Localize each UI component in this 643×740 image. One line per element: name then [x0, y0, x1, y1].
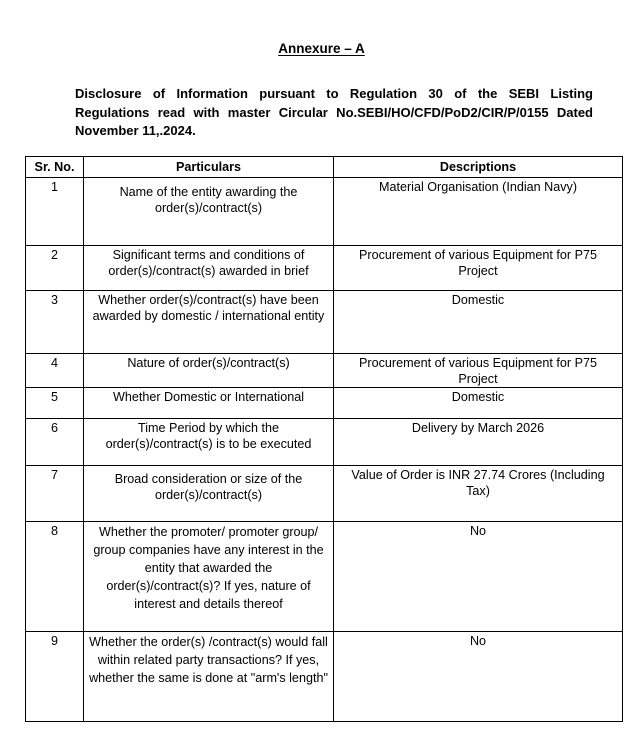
- row-particular: Whether order(s)/contract(s) have been awarded by domestic / international entity: [84, 291, 334, 354]
- row-description: No: [334, 632, 623, 722]
- row-description: Procurement of various Equipment for P75 Project: [334, 246, 623, 291]
- row-sr-no: 8: [26, 522, 84, 632]
- row-description: Domestic: [334, 388, 623, 419]
- row-particular: Whether the order(s) /contract(s) would fall within related party transactions? If yes, whether the same is done at "arm's length": [84, 632, 334, 722]
- table-row: [26, 419, 623, 466]
- row-description: Procurement of various Equipment for P75 Project: [334, 354, 623, 388]
- header-sr-no: Sr. No.: [26, 157, 84, 178]
- row-sr-no: 6: [26, 419, 84, 466]
- row-sr-no: 9: [26, 632, 84, 722]
- annexure-title: Annexure – A: [278, 41, 365, 56]
- table-row: [26, 354, 623, 388]
- row-particular: Broad consideration or size of the order(s)/contract(s): [84, 466, 334, 522]
- row-sr-no: 5: [26, 388, 84, 419]
- disclosure-table: [25, 156, 623, 722]
- row-particular: Name of the entity awarding the order(s)/contract(s): [84, 178, 334, 246]
- row-sr-no: 1: [26, 178, 84, 246]
- table-row: [26, 246, 623, 291]
- table-row: [26, 522, 623, 632]
- disclosure-intro: Disclosure of Information pursuant to Regulation 30 of the SEBI Listing Regulations read with master Circular No.SEBI/HO/CFD/PoD2/CIR/P/0155 Dated November 11,.2024.: [75, 86, 593, 138]
- row-particular: Nature of order(s)/contract(s): [84, 354, 334, 388]
- row-sr-no: 4: [26, 354, 84, 388]
- row-description: Delivery by March 2026: [334, 419, 623, 466]
- row-particular: Time Period by which the order(s)/contract(s) is to be executed: [84, 419, 334, 466]
- row-description: Material Organisation (Indian Navy): [334, 178, 623, 246]
- row-description: Domestic: [334, 291, 623, 354]
- header-particulars: Particulars: [84, 157, 334, 178]
- row-description: Value of Order is INR 27.74 Crores (Including Tax): [334, 466, 623, 522]
- table-row: [26, 388, 623, 419]
- table-header-row: [26, 157, 623, 178]
- header-descriptions: Descriptions: [334, 157, 623, 178]
- row-sr-no: 2: [26, 246, 84, 291]
- row-sr-no: 3: [26, 291, 84, 354]
- row-particular: Significant terms and conditions of order(s)/contract(s) awarded in brief: [84, 246, 334, 291]
- row-particular: Whether Domestic or International: [84, 388, 334, 419]
- table-row: [26, 291, 623, 354]
- table-row: [26, 178, 623, 246]
- row-sr-no: 7: [26, 466, 84, 522]
- table-row: [26, 632, 623, 722]
- row-particular: Whether the promoter/ promoter group/ group companies have any interest in the entity that awarded the order(s)/contract(s)? If yes, nature of interest and details thereof: [84, 522, 334, 632]
- row-description: No: [334, 522, 623, 632]
- table-row: [26, 466, 623, 522]
